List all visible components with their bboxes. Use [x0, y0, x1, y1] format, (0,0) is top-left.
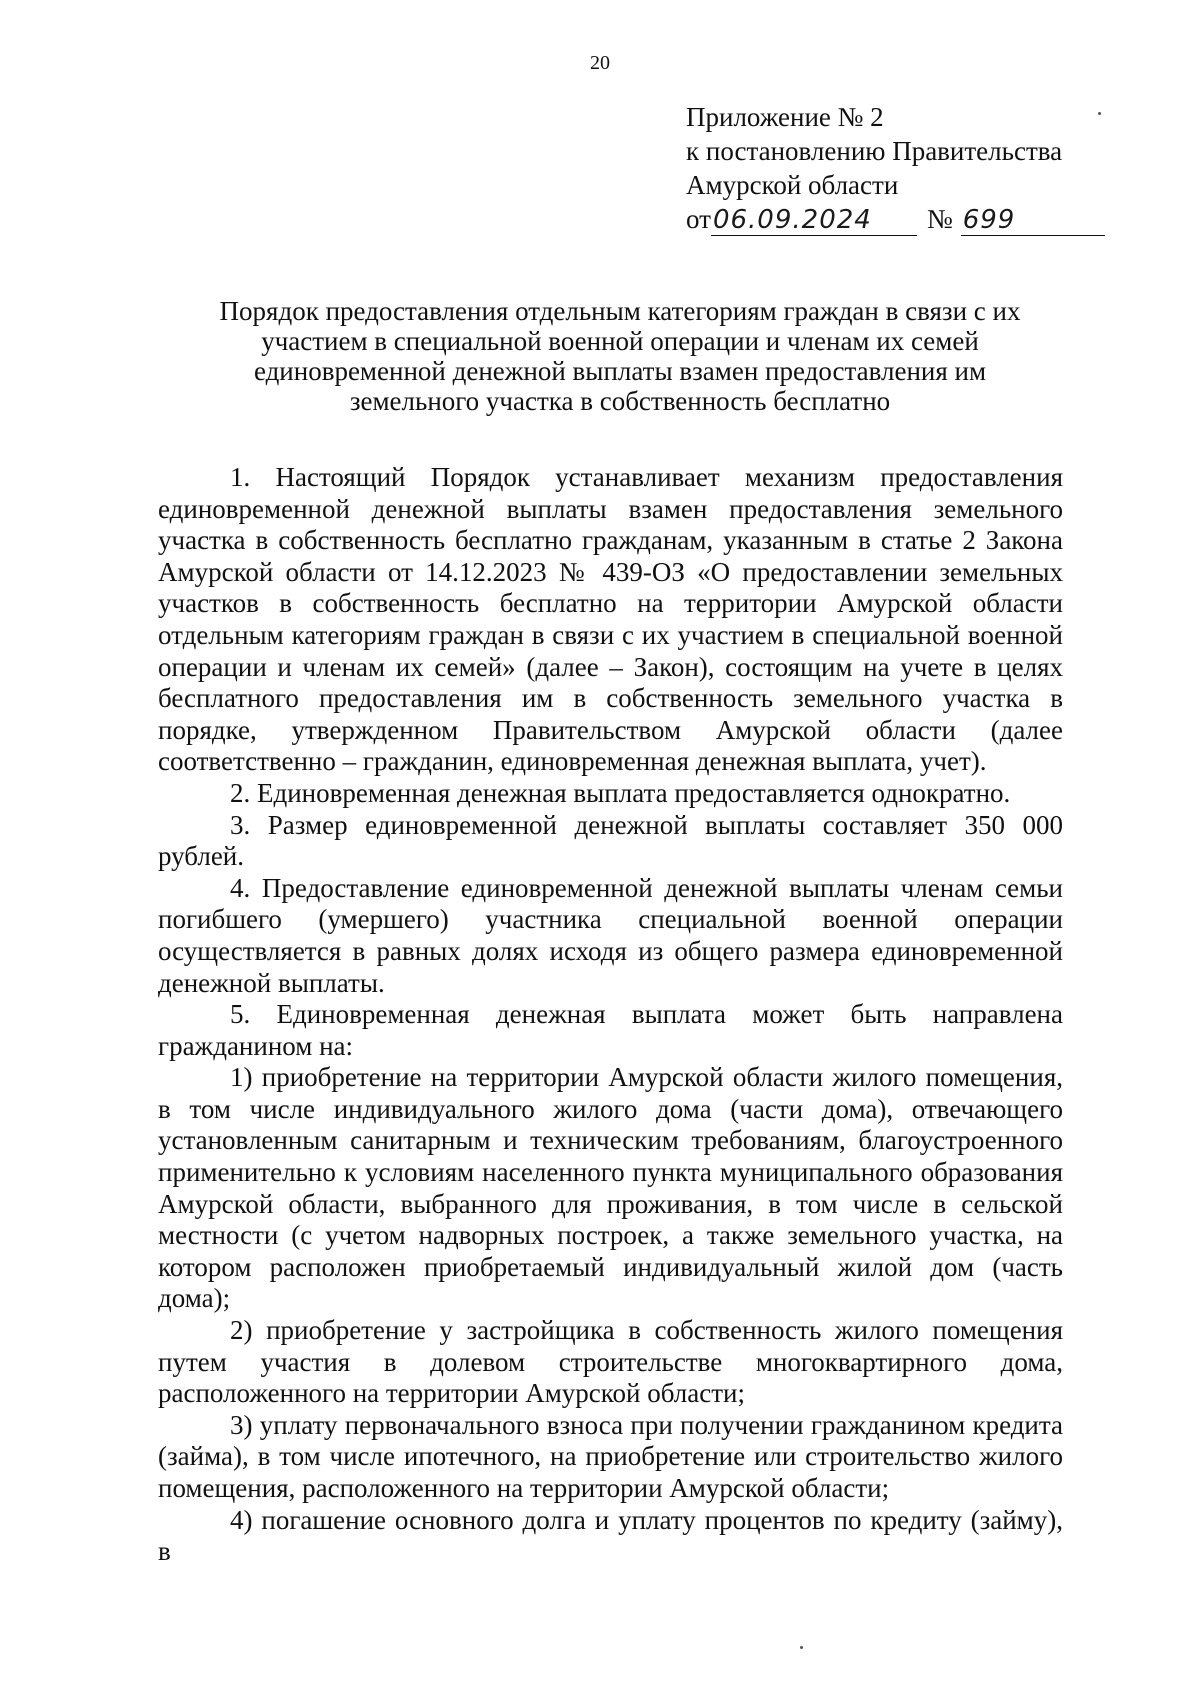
appendix-reference: к постановлению Правительства: [686, 136, 1063, 166]
subparagraph-3: 3) уплату первоначального взноса при получении гражданином кредита (займа), в том числе ипотечного, на приобретение или строительство жилого помещения, расположенного на территории Амурской области;: [158, 1409, 1063, 1503]
scan-speck: [800, 1646, 803, 1649]
page-number: 20: [590, 52, 610, 74]
appendix-header: [686, 100, 1105, 236]
subparagraph-4: 4) погашение основного долга и уплату процентов по кредиту (займу), в: [158, 1504, 1063, 1567]
paragraph-5: 5. Единовременная денежная выплата может быть направлена гражданином на:: [158, 999, 1063, 1061]
document-title: [150, 296, 1090, 416]
number-label: №: [926, 204, 953, 234]
appendix-title: Приложение № 2: [686, 102, 884, 132]
subparagraph-1: 1) приобретение на территории Амурской области жилого помещения, в том числе индивидуального жилого дома (части дома), отвечающего установленным санитарным и техническим требованиям, благоустроенного применительно к условиям населенного пункта муниципального образования Амурской области, выбранного для проживания, в том числе в сельской местности (с учетом надворных построек, а также земельного участка, на котором расположен приобретаемый индивидуальный жилой дом (часть дома);: [158, 1062, 1063, 1314]
title-line: участием в специальной военной операции и членам их семей: [261, 326, 979, 356]
title-line: Порядок предоставления отдельным категориям граждан в связи с их: [219, 296, 1021, 326]
paragraph-3: 3. Размер единовременной денежной выплаты составляет 350 000 рублей.: [158, 809, 1063, 872]
appendix-date-number: [686, 202, 1105, 236]
subparagraph-2: 2) приобретение у застройщика в собственность жилого помещения путем участия в долевом строительстве многоквартирного дома, расположенного на территории Амурской области;: [158, 1315, 1063, 1409]
handwritten-date: 06.09.2024: [711, 205, 917, 236]
handwritten-number: 699: [961, 205, 1105, 236]
scan-speck: [1098, 112, 1101, 115]
document-body: [158, 462, 1063, 1568]
paragraph-1: 1. Настоящий Порядок устанавливает механизм предоставления единовременной денежной выплаты взамен предоставления земельного участка в собственность бесплатно гражданам, указанным в статье 2 Закона Амурской области от 14.12.2023 № 439-ОЗ «О предоставлении земельных участков в собственность бесплатно на территории Амурской области отдельным категориям граждан в связи с их участием в специальной военной операции и членам их семей» (далее – Закон), состоящим на учете в целях бесплатного предоставления им в собственность земельного участка в порядке, утвержденном Правительством Амурской области (далее соответственно – гражданин, единовременная денежная выплата, учет).: [158, 462, 1063, 777]
title-line: единовременной денежной выплаты взамен предоставления им: [253, 356, 987, 386]
date-prefix: от: [686, 204, 711, 234]
appendix-region: Амурской области: [686, 170, 899, 200]
paragraph-2: 2. Единовременная денежная выплата предоставляется однократно.: [230, 777, 1011, 808]
title-line: земельного участка в собственность бесплатно: [349, 386, 891, 416]
paragraph-4: 4. Предоставление единовременной денежной выплаты членам семьи погибшего (умершего) участника специальной военной операции осуществляется в равных долях исходя из общего размера единовременной денежной выплаты.: [158, 872, 1063, 998]
